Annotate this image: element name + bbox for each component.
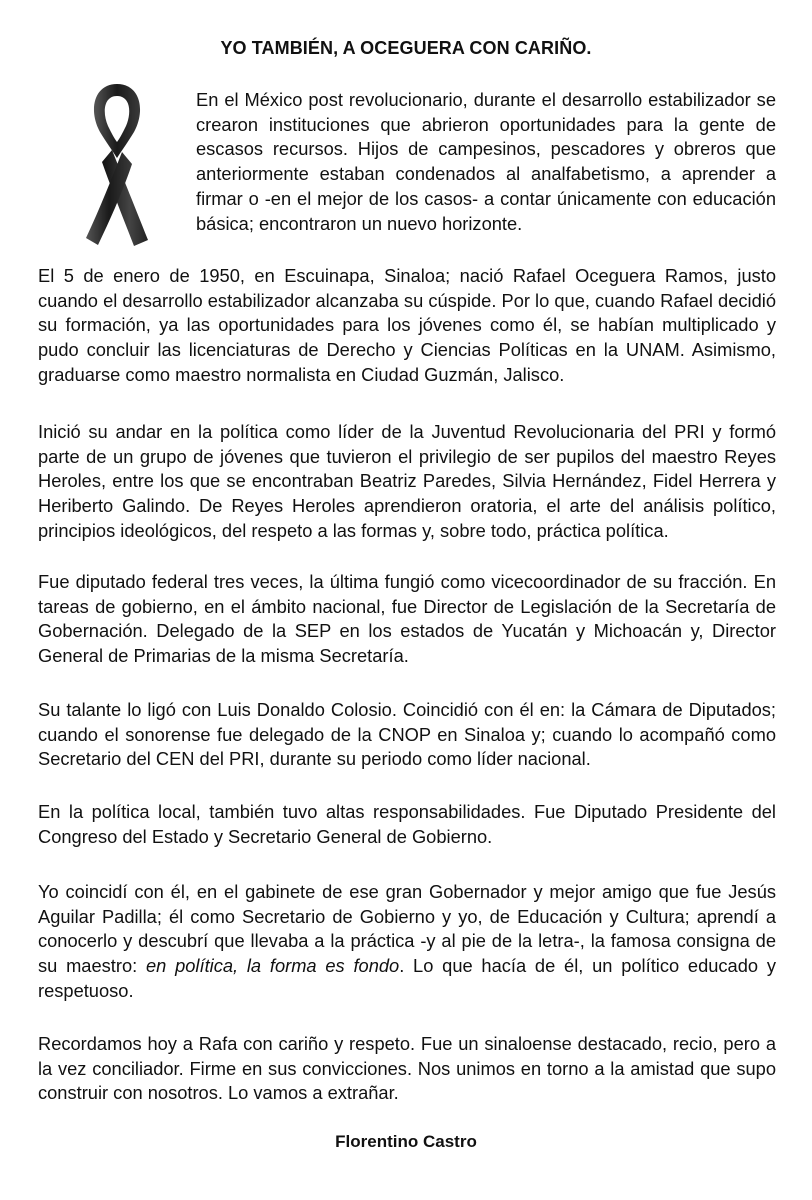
paragraph-intro: En el México post revolucionario, durante el desarrollo estabilizador se crearon instituciones que abrieron oportunidades para la gente de escasos recursos. Hijos de campesinos, pescadores y obreros que anteriormente estaban condenados al analfabetismo, a aprender a firmar o -en el mejor de los casos- a contar únicamente con educación básica; encontraron un nuevo horizonte.: [196, 89, 776, 234]
signature: Florentino Castro: [335, 1132, 477, 1151]
paragraph-remembrance: Recordamos hoy a Rafa con cariño y respeto. Fue un sinaloense destacado, recio, pero a la vez conciliador. Firme en sus convicciones. Nos unimos en torno a la amistad que supo construir con nosotros. Lo vamos a extrañar.: [38, 1033, 776, 1104]
motto-italic: en política, la forma es fondo: [145, 955, 400, 977]
paragraph-federal-career: Fue diputado federal tres veces, la última fungió como vicecoordinador de su fracción. En tareas de gobierno, en el ámbito nacional, fue Director de Legislación de la Secretaría de Gobernación. Delegado de la SEP en los estados de Yucatán y Michoacán y, Director General de Primarias de la misma Secretaría.: [38, 571, 776, 667]
document-title: YO TAMBIÉN, A OCEGUERA CON CARIÑO.: [220, 38, 592, 58]
paragraph-personal-memory-text: Yo coincidí con él, en el gabinete de ese gran Gobernador y mejor amigo que fue Jesús Aguilar Padilla; él como Secretario de Gobierno y yo, de Educación y Cultura; aprendí a conocerlo y descubrí que llevaba a la práctica -y al pie de la letra-, la famosa consigna de su maestro:: [38, 881, 776, 977]
paragraph-local-politics: En la política local, también tuvo altas responsabilidades. Fue Diputado Presidente del Congreso del Estado y Secretario General de Gobierno.: [38, 801, 776, 847]
paragraph-colosio: Su talante lo ligó con Luis Donaldo Colosio. Coincidió con él en: la Cámara de Diputados; cuando el sonorense fue delegado de la CNOP en Sinaloa y; cuando lo acompañó como Secretario del CEN del PRI, durante su periodo como líder nacional.: [38, 699, 776, 770]
paragraph-personal-memory: [38, 880, 776, 1004]
paragraph-personal-memory-tail: . Lo que hacía de él, un político educado y respetuoso.: [38, 955, 776, 1001]
paragraph-birth: El 5 de enero de 1950, en Escuinapa, Sinaloa; nació Rafael Oceguera Ramos, justo cuando el desarrollo estabilizador alcanzaba su cúspide. Por lo que, cuando Rafael decidió su formación, ya las oportunidades para los jóvenes como él, se habían multiplicado y pudo concluir las licenciaturas de Derecho y Ciencias Políticas en la UNAM. Asimismo, graduarse como maestro normalista en Ciudad Guzmán, Jalisco.: [38, 265, 776, 385]
paragraph-politics-start: Inició su andar en la política como líder de la Juventud Revolucionaria del PRI y formó parte de un grupo de jóvenes que tuvieron el privilegio de ser pupilos del maestro Reyes Heroles, entre los que se encontraban Beatriz Paredes, Silvia Hernández, Fidel Herrera y Heriberto Galindo. De Reyes Heroles aprendieron oratoria, el arte del análisis político, principios ideológicos, del respeto a las formas y, sobre todo, práctica política.: [38, 421, 776, 541]
mourning-ribbon-icon: [82, 80, 152, 250]
